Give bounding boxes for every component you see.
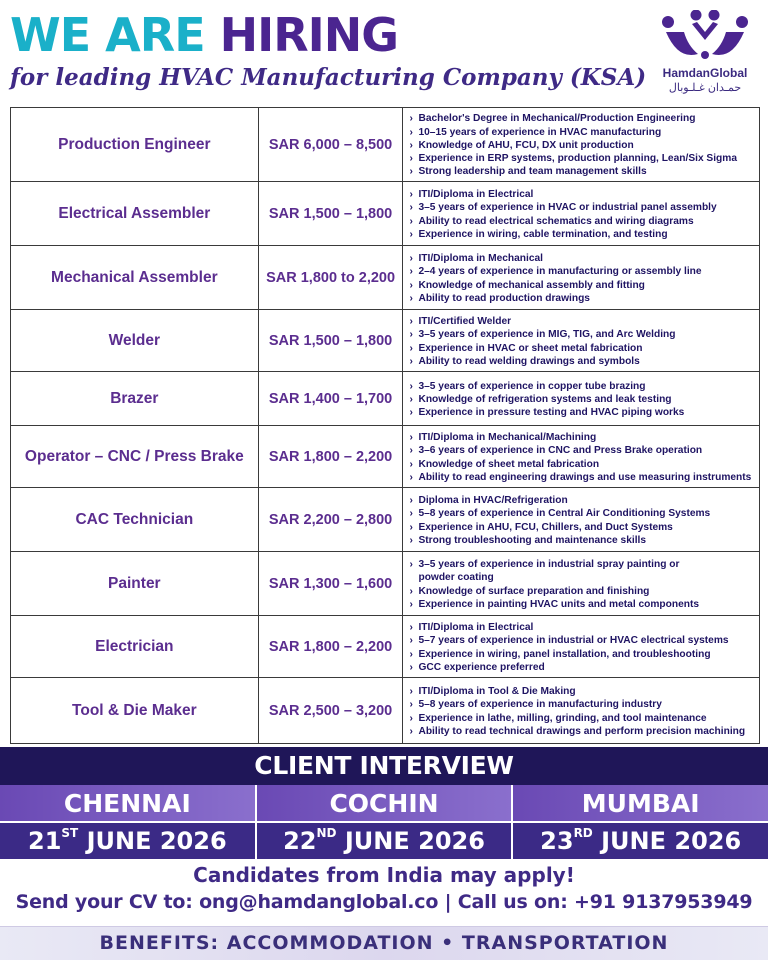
requirement-item: [409, 598, 755, 611]
requirement-text: powder coating: [418, 572, 494, 584]
requirement-item: [409, 685, 755, 698]
requirement-item: [409, 431, 755, 444]
chevron-right-icon: ›: [409, 279, 413, 291]
contact-text: Send your CV to: ong@hamdanglobal.co | Call us on: +91 9137953949: [15, 891, 753, 913]
chevron-right-icon: ›: [409, 139, 413, 151]
requirement-text: Experience in pressure testing and HVAC piping works: [418, 407, 685, 419]
chevron-right-icon: ›: [409, 202, 413, 214]
requirement-item: [409, 585, 755, 598]
date-day: 22: [283, 827, 317, 855]
requirement-text: Ability to read production drawings: [418, 292, 590, 304]
requirement-text: 3–5 years of experience in industrial spray painting or: [418, 559, 680, 571]
interview-location: [513, 785, 768, 861]
requirement-item: [409, 648, 755, 661]
job-salary: SAR 1,800 – 2,200: [259, 616, 404, 677]
chevron-right-icon: ›: [409, 699, 413, 711]
job-row: [11, 310, 760, 372]
job-requirements: [403, 246, 760, 309]
chevron-right-icon: ›: [409, 228, 413, 240]
benefits-bar: BENEFITS: ACCOMMODATION • TRANSPORTATION: [0, 926, 768, 960]
job-title: Production Engineer: [11, 108, 259, 181]
requirement-text: 10–15 years of experience in HVAC manufacturing: [418, 126, 662, 138]
requirement-text: 3–6 years of experience in CNC and Press Brake operation: [418, 445, 703, 457]
job-requirements: [403, 310, 760, 371]
chevron-right-icon: ›: [409, 113, 413, 125]
interview-location: [257, 785, 514, 861]
requirement-text: Knowledge of AHU, FCU, DX unit production: [418, 139, 634, 151]
job-salary: SAR 6,000 – 8,500: [259, 108, 404, 181]
job-salary: SAR 1,800 to 2,200: [259, 246, 404, 309]
requirement-item: [409, 279, 755, 292]
requirement-item: [409, 571, 755, 584]
job-salary: SAR 1,300 – 1,600: [259, 552, 404, 615]
job-row: [11, 678, 760, 744]
job-requirements: [403, 372, 760, 425]
requirement-item: [409, 534, 755, 547]
requirement-text: ITI/Diploma in Electrical: [418, 622, 534, 634]
interview-date: [513, 823, 768, 859]
requirement-text: Experience in AHU, FCU, Chillers, and Duct Systems: [418, 521, 673, 533]
requirement-item: [409, 521, 755, 534]
requirement-item: [409, 228, 755, 241]
chevron-right-icon: ›: [409, 521, 413, 533]
chevron-right-icon: ›: [409, 126, 413, 138]
job-row: [11, 426, 760, 488]
requirement-item: [409, 444, 755, 457]
requirement-item: [409, 494, 755, 507]
chevron-right-icon: ›: [409, 495, 413, 507]
chevron-right-icon: ›: [409, 712, 413, 724]
requirement-item: [409, 126, 755, 139]
chevron-right-icon: ›: [409, 342, 413, 354]
requirement-text: Knowledge of sheet metal fabrication: [418, 458, 600, 470]
client-interview-title: CLIENT INTERVIEW: [254, 751, 514, 780]
requirement-text: 3–5 years of experience in MIG, TIG, and Arc Welding: [418, 329, 676, 341]
chevron-right-icon: ›: [409, 355, 413, 367]
requirement-item: [409, 406, 755, 419]
requirement-text: Bachelor's Degree in Mechanical/Production Engineering: [418, 113, 696, 125]
requirement-text: Knowledge of mechanical assembly and fitting: [418, 279, 645, 291]
interview-locations: [0, 785, 768, 861]
job-requirements: [403, 552, 760, 615]
chevron-right-icon: ›: [409, 725, 413, 737]
chevron-right-icon: ›: [409, 534, 413, 546]
requirement-text: ITI/Diploma in Tool & Die Making: [418, 686, 576, 698]
date-month-year: JUNE 2026: [86, 827, 227, 855]
chevron-right-icon: ›: [409, 153, 413, 165]
requirement-text: 5–8 years of experience in manufacturing industry: [418, 699, 662, 711]
requirement-item: [409, 621, 755, 634]
job-title: Electrical Assembler: [11, 182, 259, 245]
requirement-item: [409, 507, 755, 520]
logo-arabic-name: حمـدان غـلـوبال: [668, 82, 742, 94]
chevron-right-icon: ›: [409, 598, 413, 610]
job-row: [11, 488, 760, 552]
chevron-right-icon: ›: [409, 253, 413, 265]
requirement-text: Experience in painting HVAC units and metal components: [418, 598, 700, 610]
requirement-text: GCC experience preferred: [418, 661, 545, 673]
company-logo: [650, 10, 760, 96]
job-salary: SAR 1,400 – 1,700: [259, 372, 404, 425]
requirement-text: Knowledge of refrigeration systems and leak testing: [418, 393, 672, 405]
requirement-text: Strong troubleshooting and maintenance skills: [418, 534, 647, 546]
job-requirements: [403, 108, 760, 181]
date-month-year: JUNE 2026: [344, 827, 485, 855]
requirement-item: [409, 355, 755, 368]
job-row: [11, 108, 760, 182]
requirement-item: [409, 328, 755, 341]
requirement-text: Ability to read technical drawings and perform precision machining: [418, 725, 746, 737]
requirement-item: [409, 380, 755, 393]
chevron-right-icon: ›: [409, 508, 413, 520]
date-month-year: JUNE 2026: [601, 827, 742, 855]
requirement-text: ITI/Diploma in Mechanical/Machining: [418, 432, 597, 444]
chevron-right-icon: ›: [409, 215, 413, 227]
hamdanglobal-people-logo-icon: [658, 10, 752, 66]
requirement-text: ITI/Certified Welder: [418, 316, 512, 328]
job-title: Painter: [11, 552, 259, 615]
chevron-right-icon: ›: [409, 471, 413, 483]
headline-hiring: HIRING: [219, 8, 399, 62]
logo-name: HamdanGlobal: [662, 66, 748, 80]
jobs-table: [10, 107, 760, 744]
job-title: CAC Technician: [11, 488, 259, 551]
requirement-text: Ability to read welding drawings and symbols: [418, 355, 640, 367]
requirement-item: [409, 393, 755, 406]
headline-we-are: WE ARE: [10, 8, 205, 62]
job-row: [11, 182, 760, 246]
job-title: Welder: [11, 310, 259, 371]
requirement-text: 5–7 years of experience in industrial or HVAC electrical systems: [418, 635, 729, 647]
requirement-text: ITI/Diploma in Mechanical: [418, 253, 544, 265]
requirement-item: [409, 188, 755, 201]
requirement-text: Experience in ERP systems, production planning, Lean/Six Sigma: [418, 153, 738, 165]
chevron-right-icon: ›: [409, 166, 413, 178]
requirement-item: [409, 661, 755, 674]
chevron-right-icon: ›: [409, 266, 413, 278]
job-requirements: [403, 488, 760, 551]
job-row: [11, 552, 760, 616]
requirement-item: [409, 558, 755, 571]
requirement-text: ITI/Diploma in Electrical: [418, 189, 534, 201]
client-interview-banner: [0, 747, 768, 785]
requirement-item: [409, 112, 755, 125]
chevron-right-icon: ›: [409, 432, 413, 444]
chevron-right-icon: ›: [409, 189, 413, 201]
date-day: 21: [28, 827, 62, 855]
job-title: Electrician: [11, 616, 259, 677]
subheading: for leading HVAC Manufacturing Company (KSA): [10, 64, 647, 91]
requirement-item: [409, 342, 755, 355]
chevron-right-icon: ›: [409, 585, 413, 597]
job-salary: SAR 1,800 – 2,200: [259, 426, 404, 487]
requirement-item: [409, 725, 755, 738]
interview-date: [0, 823, 255, 859]
requirement-item: [409, 698, 755, 711]
requirement-text: Ability to read electrical schematics and wiring diagrams: [418, 215, 694, 227]
interview-date: [257, 823, 512, 859]
requirement-item: [409, 165, 755, 178]
chevron-right-icon: ›: [409, 559, 413, 571]
requirement-text: Experience in lathe, milling, grinding, and tool maintenance: [418, 712, 707, 724]
chevron-right-icon: ›: [409, 686, 413, 698]
chevron-right-icon: ›: [409, 329, 413, 341]
requirement-item: [409, 152, 755, 165]
job-requirements: [403, 182, 760, 245]
requirement-text: Experience in wiring, cable termination, and testing: [418, 228, 668, 240]
requirement-text: Experience in HVAC or sheet metal fabrication: [418, 342, 643, 354]
chevron-right-icon: ›: [409, 407, 413, 419]
requirement-item: [409, 634, 755, 647]
job-salary: SAR 1,500 – 1,800: [259, 310, 404, 371]
date-suffix: ST: [61, 826, 79, 840]
chevron-right-icon: ›: [409, 445, 413, 457]
requirement-item: [409, 252, 755, 265]
chevron-right-icon: ›: [409, 661, 413, 673]
city-name: CHENNAI: [0, 785, 255, 823]
requirement-item: [409, 471, 755, 484]
requirement-item: [409, 292, 755, 305]
job-title: Tool & Die Maker: [11, 678, 259, 743]
chevron-right-icon: ›: [409, 393, 413, 405]
requirement-item: [409, 139, 755, 152]
job-title: Operator – CNC / Press Brake: [11, 426, 259, 487]
job-row: [11, 246, 760, 310]
requirement-text: Diploma in HVAC/Refrigeration: [418, 495, 568, 507]
header: [0, 0, 768, 104]
requirement-item: [409, 215, 755, 228]
requirement-text: Strong leadership and team management skills: [418, 166, 647, 178]
requirement-text: 2–4 years of experience in manufacturing or assembly line: [418, 266, 702, 278]
city-name: MUMBAI: [513, 785, 768, 823]
job-row: [11, 372, 760, 426]
job-title: Brazer: [11, 372, 259, 425]
city-name: COCHIN: [257, 785, 512, 823]
job-salary: SAR 2,500 – 3,200: [259, 678, 404, 743]
requirement-text: 3–5 years of experience in copper tube brazing: [418, 380, 646, 392]
requirement-item: [409, 458, 755, 471]
chevron-right-icon: ›: [409, 380, 413, 392]
requirement-text: Ability to read engineering drawings and use measuring instruments: [418, 471, 752, 483]
job-salary: SAR 1,500 – 1,800: [259, 182, 404, 245]
chevron-right-icon: ›: [409, 316, 413, 328]
job-title: Mechanical Assembler: [11, 246, 259, 309]
job-requirements: [403, 678, 760, 743]
eligibility-text: Candidates from India may apply!: [193, 863, 575, 887]
requirement-item: [409, 265, 755, 278]
requirement-item: [409, 201, 755, 214]
chevron-right-icon: ›: [409, 622, 413, 634]
job-requirements: [403, 426, 760, 487]
requirement-text: 3–5 years of experience in HVAC or industrial panel assembly: [418, 202, 717, 214]
interview-location: [0, 785, 257, 861]
job-requirements: [403, 616, 760, 677]
requirement-text: Experience in wiring, panel installation, and troubleshooting: [418, 648, 711, 660]
date-suffix: ND: [316, 826, 337, 840]
requirement-text: 5–8 years of experience in Central Air Conditioning Systems: [418, 508, 711, 520]
date-day: 23: [540, 827, 574, 855]
chevron-right-icon: ›: [409, 648, 413, 660]
headline: [10, 6, 398, 64]
job-row: [11, 616, 760, 678]
requirement-item: [409, 712, 755, 725]
job-salary: SAR 2,200 – 2,800: [259, 488, 404, 551]
chevron-right-icon: ›: [409, 458, 413, 470]
requirement-item: [409, 315, 755, 328]
chevron-right-icon: ›: [409, 635, 413, 647]
chevron-right-icon: ›: [409, 292, 413, 304]
date-suffix: RD: [573, 826, 593, 840]
requirement-text: Knowledge of surface preparation and finishing: [418, 585, 650, 597]
